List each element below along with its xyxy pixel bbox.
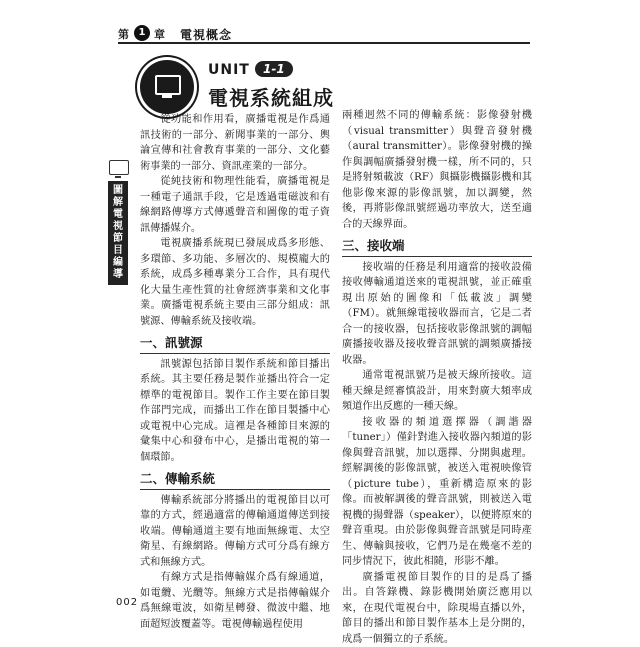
unit-label: UNIT [208,62,250,78]
section-heading-transmission: 二、傳輸系統 [140,471,330,490]
chapter-title: 電視概念 [180,26,232,43]
section-heading-receiver: 三、接收端 [342,238,532,257]
receiver-paragraph-3: 接收器的頻道選擇器（調諧器「tuner」）僅針對進入接收器內頻道的影像與聲音訊號，加以選擇、分開與處理。經解調後的影像訊號，被送入電視映像管（picture tube），重新構造原來的影像。而被解調後的聲音訊號，則被送入電視機的揚聲器（speaker），以便將原來的聲音重現。由於影像與聲音訊號是同時產生、傳輸與接收，它們乃是在幾毫不差的同步情況下，彼此相隨，形影不離。 [342,415,532,570]
chapter-prefix: 第 [118,26,129,42]
transmission-paragraph-2: 有線方式是指傳輸媒介爲有線通道，如電纜、光纜等。無線方式是指傳輸媒介爲無線電波，如衛星轉發、微波中繼、地面超短波覆蓋等。電視傳輸過程使用 [140,570,330,632]
intro-paragraph-3: 電視廣播系統現已發展成爲多形態、多環節、多功能、多層次的、規模龐大的系統，成爲多種專業分工合作，具有現代化大量生產性質的社會經濟事業和文化事業。廣播電視系統主要由三部分組成：訊號源、傳輸系統及接收端。 [140,236,330,329]
page-number: 002 [116,597,138,608]
intro-paragraph-2: 從純技術和物理性能看，廣播電視是一種電子通訊手段，它是透過電磁波和有線網路傳導方式傳遞聲音和圖像的電子資訊傳播媒介。 [140,174,330,236]
receiver-paragraph-2: 通常電視訊號乃是被天線所接收。這種天線是經審慎設計，用來對廣大頻率成頻道作出反應的一種天線。 [342,368,532,415]
chapter-header [118,26,530,44]
receiver-paragraph-4: 廣播電視節目製作的目的是爲了播出。自答錄機、錄影機開始廣泛應用以來，在現代電視台中，除現場直播以外，節目的播出和節目製作基本上是分開的，成爲一個獨立的子系統。 [342,570,532,647]
intro-paragraph-1: 從功能和作用看，廣播電視是作爲通訊技術的一部分、新聞事業的一部分、輿論宣傳和社會教育事業的一部分、文化藝術事業的一部分、資訊產業的一部分。 [140,112,330,174]
right-column [342,108,532,647]
tv-icon [109,160,129,175]
chapter-number-badge: 1 [134,25,150,41]
side-tab-label: 圖解電視節目編導 [108,181,128,285]
continuation-paragraph: 兩種迥然不同的傳輸系統：影像發射機（visual transmitter）與聲音發射機（aural transmitter）。影像發射機的操作與調幅廣播發射機一樣，所不同的，只是將射頻載波（RF）與攝影機攝影機和其他影像來源的影像訊號，加以調變，然後，再將影像訊號經過功率放大，送至適合的天線界面。 [342,108,532,232]
unit-title: 電視系統組成 [208,82,334,111]
transmission-paragraph-1: 傳輸系統部分將播出的電視節目以可靠的方式，經過適當的傳輸通道傳送到接收端。傳輸通道主要有地面無線電、太空衛星、有線網路。傳輸方式可分爲有線方式和無線方式。 [140,493,330,571]
receiver-paragraph-1: 接收端的任務是利用適當的接收設備接收傳輸通道送來的電視訊號，並正確重現出原始的圖像和「低載波」調變（FM）。就無線電接收器而言，它是二者合一的接收器，包括接收影像訊號的調幅廣播接收器及接收聲音訊號的調頻廣播接收器。 [342,260,532,369]
chapter-suffix: 章 [154,26,165,42]
unit-number-badge: 1-1 [255,61,293,77]
tv-emblem-icon [140,60,194,114]
section-heading-signal-source: 一、訊號源 [140,335,330,354]
side-tab [108,160,130,285]
signal-source-paragraph: 訊號源包括節目製作系統和節目播出系統。其主要任務是製作並播出符合一定標準的電視節目。製作工作主要在節目製作部門完成，而播出工作在節目製播中心或電視中心完成。這裡是各種節目來源的彙集中心和發布中心，是播出電視的第一個環節。 [140,357,330,466]
left-column [140,108,330,632]
